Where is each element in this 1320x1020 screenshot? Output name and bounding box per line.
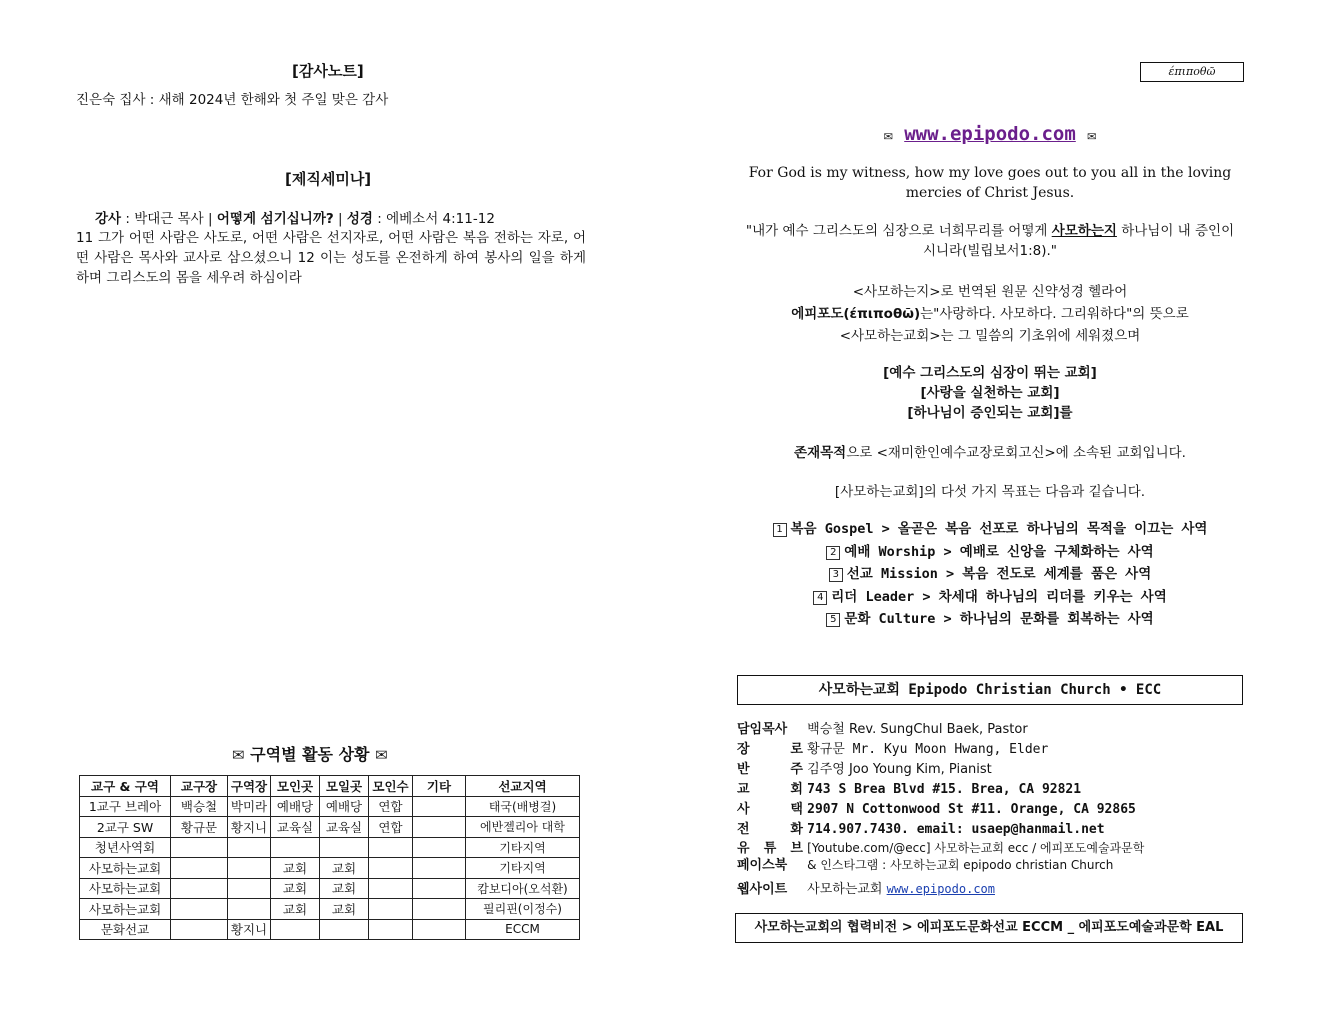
table-cell: 에반젤리아 대학 [466, 817, 580, 838]
website-heading [740, 123, 1240, 145]
contact-row [737, 740, 1247, 760]
district-title [232, 742, 388, 765]
district-table [79, 775, 580, 940]
table-cell [413, 858, 466, 879]
header-cell: 기타 [413, 776, 466, 797]
table-row [80, 919, 580, 940]
contact-row [737, 800, 1247, 820]
header-cell: 모인곳 [271, 776, 320, 797]
table-cell [271, 837, 320, 858]
goal-number: 5 [826, 613, 840, 627]
contact-label: 반 주 [737, 762, 803, 777]
table-cell: 사모하는교회 [80, 899, 171, 920]
table-cell [228, 899, 271, 920]
envelope-icon: ✉ [1087, 126, 1097, 144]
table-cell [369, 858, 413, 879]
meaning-block [740, 281, 1240, 347]
meaning-line [740, 303, 1240, 325]
website-link[interactable]: www.epipodo.com [904, 123, 1076, 145]
verse-korean-pre: "내가 예수 그리스도의 심장으로 너희무리를 어떻게 [745, 223, 1052, 239]
table-cell [228, 837, 271, 858]
goals-list [740, 518, 1240, 631]
table-cell [369, 878, 413, 899]
church-desc-line: [사랑을 실천하는 교회] [920, 385, 1060, 401]
table-cell [228, 878, 271, 899]
meaning-line: <사모하는지>로 번역된 원문 신약성경 헬라어 [852, 284, 1128, 300]
epipodo-term: 에피포도(έπιποθῶ) [791, 306, 921, 322]
table-cell: 필리핀(이정수) [466, 899, 580, 920]
envelope-icon: ✉ [232, 746, 245, 764]
scripture-ref: : 에베소서 4:11-12 [372, 211, 495, 227]
separator: | [333, 211, 347, 227]
table-cell [413, 796, 466, 817]
table-cell [413, 899, 466, 920]
header-cell: 선교지역 [466, 776, 580, 797]
header-cell: 모인수 [369, 776, 413, 797]
contact-value: 714.907.7430. email: usaep@hanmail.net [807, 822, 1105, 837]
table-cell: 교회 [271, 858, 320, 879]
contact-label: 페이스북 [737, 858, 788, 873]
table-row [80, 817, 580, 838]
table-cell: 기타지역 [466, 858, 580, 879]
table-cell [171, 858, 228, 879]
meaning-definition: 는"사랑하다. 사모하다. 그리워하다"의 뜻으로 [920, 306, 1189, 322]
table-cell: 청년사역회 [80, 837, 171, 858]
table-cell: 백승철 [171, 796, 228, 817]
table-header-row [80, 776, 580, 797]
table-row [80, 899, 580, 920]
table-cell: 황지니 [228, 817, 271, 838]
table-cell: 캄보디아(오석환) [466, 878, 580, 899]
goal-text: 예배 Worship > 예배로 신앙을 구체화하는 사역 [844, 543, 1154, 560]
contact-value: 황규문 Mr. Kyu Moon Hwang, Elder [807, 742, 1049, 757]
contact-row [737, 760, 1247, 780]
table-cell [171, 919, 228, 940]
table-cell [369, 899, 413, 920]
seminar-info [95, 207, 495, 227]
contact-label: 담임목사 [737, 722, 788, 737]
purpose-text: 으로 <재미한인예수교장로회고신>에 소속된 교회입니다. [846, 445, 1186, 461]
table-cell [171, 878, 228, 899]
contact-value: 2907 N Cottonwood St #11. Orange, CA 92865 [807, 802, 1136, 817]
table-cell [413, 878, 466, 899]
table-cell: 연합 [369, 817, 413, 838]
header-cell: 교구 & 구역 [80, 776, 171, 797]
contact-row [737, 840, 1247, 857]
table-cell: 예배당 [320, 796, 369, 817]
goal-item [740, 541, 1240, 564]
contact-value: 김주영 Joo Young Kim, Pianist [807, 762, 992, 777]
goal-number: 3 [829, 568, 843, 582]
table-cell: 문화선교 [80, 919, 171, 940]
contact-label: 교 회 [737, 782, 803, 797]
contact-value: 백승철 Rev. SungChul Baek, Pastor [807, 722, 1028, 737]
website-prefix: 사모하는교회 [807, 882, 887, 897]
table-cell [413, 837, 466, 858]
table-cell [171, 837, 228, 858]
vision-box: 사모하는교회의 협력비전 > 에피포도문화선교 ECCM _ 에피포도예술과문학 EAL [735, 913, 1243, 943]
header-cell: 구역장 [228, 776, 271, 797]
table-cell: 황규문 [171, 817, 228, 838]
seminar-title: [제직세미나] [285, 170, 372, 188]
speaker-label: 강사 [95, 211, 122, 227]
goal-item [740, 586, 1240, 609]
table-cell: 교회 [320, 878, 369, 899]
contact-row [737, 857, 1247, 874]
table-cell: 기타지역 [466, 837, 580, 858]
contact-label: 웹사이트 [737, 882, 788, 897]
goal-text: 복음 Gospel > 올곧은 복음 선포로 하나님의 목적을 이끄는 사역 [790, 521, 1208, 537]
contact-value: 743 S Brea Blvd #15. Brea, CA 92821 [807, 782, 1082, 797]
website-link[interactable]: www.epipodo.com [886, 882, 995, 896]
table-cell: 1교구 브레아 [80, 796, 171, 817]
seminar-scripture-text: 11 그가 어떤 사람은 사도로, 어떤 사람은 선지자로, 어떤 사람은 복음 전하는 자로, 어떤 사람은 목사와 교사로 삼으셨으니 12 이는 성도를 온전하게 하여 봉사의 일을 하게하며 그리스도의 몸을 세우려 하심이라 [76, 230, 586, 286]
thanks-note-title: [감사노트] [292, 62, 364, 80]
district-title-text: 구역별 활동 상황 [250, 745, 370, 764]
envelope-icon: ✉ [883, 126, 893, 144]
goal-item [740, 563, 1240, 586]
table-cell [171, 899, 228, 920]
table-row [80, 858, 580, 879]
contact-label: 유 튜 브 [737, 841, 803, 856]
scripture-label: 성경 [346, 211, 373, 227]
speaker-name: : 박대근 목사 | [121, 211, 217, 227]
contact-row [737, 879, 1247, 899]
table-cell: 박미라 [228, 796, 271, 817]
verse-korean [740, 221, 1240, 261]
table-cell: 교육실 [271, 817, 320, 838]
contact-value [807, 879, 995, 900]
table-cell: 교회 [271, 899, 320, 920]
church-desc-line: [하나님이 증인되는 교회]를 [907, 405, 1073, 421]
table-cell: 2교구 SW [80, 817, 171, 838]
table-row [80, 837, 580, 858]
contact-label: 장 로 [737, 742, 803, 757]
verse-korean-emphasis: 사모하는지 [1051, 223, 1117, 239]
meaning-line: <사모하는교회>는 그 밀씀의 기초위에 세워졌으며 [839, 328, 1141, 344]
table-row [80, 878, 580, 899]
table-cell [320, 837, 369, 858]
table-cell: 사모하는교회 [80, 878, 171, 899]
header-cell: 모일곳 [320, 776, 369, 797]
table-cell: 교회 [271, 878, 320, 899]
goal-number: 1 [773, 523, 787, 537]
table-cell: 사모하는교회 [80, 858, 171, 879]
verse-korean-post: 하나님이 내 증인이시니라(빌립보서1:8)." [922, 223, 1235, 259]
contact-value: [Youtube.com/@ecc] 사모하는교회 ecc / 에피포도예술과문학 [807, 841, 1145, 855]
table-cell: 교육실 [320, 817, 369, 838]
table-cell [228, 858, 271, 879]
church-description [740, 363, 1240, 423]
table-cell [369, 837, 413, 858]
contact-list [737, 720, 1247, 899]
table-cell: 황지니 [228, 919, 271, 940]
goal-text: 리더 Leader > 차세대 하나님의 리더를 키우는 사역 [831, 588, 1167, 605]
purpose-label: 존재목적 [794, 445, 847, 461]
contact-value: & 인스타그램 : 사모하는교회 epipodo christian Church [807, 858, 1114, 872]
contact-label: 사 택 [737, 802, 803, 817]
seminar-topic: 어떻게 섬기십니까? [216, 211, 334, 227]
table-cell [271, 919, 320, 940]
church-desc-line: [예수 그리스도의 심장이 뛰는 교회] [883, 365, 1097, 381]
greek-word-box: έπιποθῶ [1140, 62, 1244, 82]
table-cell: 교회 [320, 899, 369, 920]
contact-label: 전 화 [737, 822, 803, 837]
envelope-icon: ✉ [375, 746, 388, 764]
purpose-line [740, 441, 1240, 461]
table-cell: ECCM [466, 919, 580, 940]
contact-row [737, 820, 1247, 840]
table-cell [369, 919, 413, 940]
table-cell: 연합 [369, 796, 413, 817]
table-cell [413, 817, 466, 838]
table-cell: 태국(배병걸) [466, 796, 580, 817]
contact-row [737, 780, 1247, 800]
goal-item [740, 518, 1240, 541]
goal-text: 선교 Mission > 복음 전도로 세계를 품은 사역 [846, 566, 1152, 582]
contact-row [737, 720, 1247, 740]
goal-text: 문화 Culture > 하나님의 문화를 회복하는 사역 [844, 611, 1154, 627]
goal-number: 4 [813, 591, 827, 605]
table-cell: 예배당 [271, 796, 320, 817]
goal-number: 2 [826, 546, 840, 560]
table-cell [320, 919, 369, 940]
table-cell [413, 919, 466, 940]
goals-intro: [사모하는교회]의 다섯 가지 목표는 다음과 깉습니다. [834, 484, 1146, 500]
table-cell: 교회 [320, 858, 369, 879]
table-row [80, 796, 580, 817]
church-name-box: 사모하는교회 Epipodo Christian Church • ECC [737, 675, 1243, 705]
header-cell: 교구장 [171, 776, 228, 797]
verse-english: For God is my witness, how my love goes out to you all in the loving mercies of Christ Jesus. [748, 165, 1232, 201]
thanks-note-line: 진은숙 집사 : 새해 2024년 한해와 첫 주일 맞은 감사 [76, 92, 389, 108]
goal-item [740, 608, 1240, 631]
